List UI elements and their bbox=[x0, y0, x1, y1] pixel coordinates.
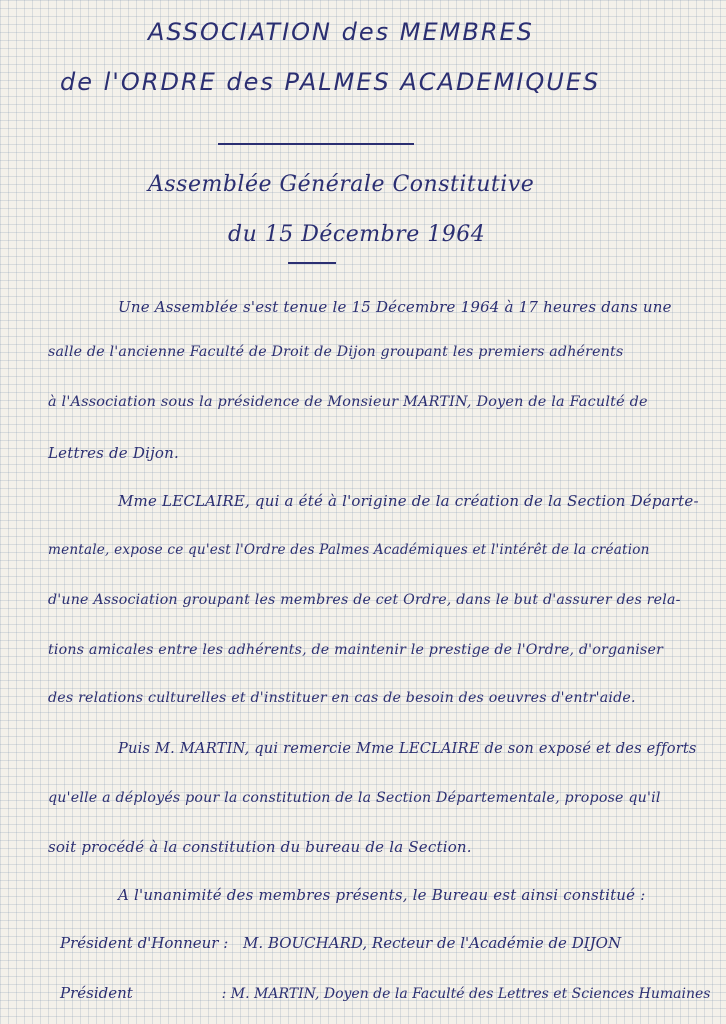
subtitle-line2: du 15 Décembre 1964 bbox=[228, 222, 486, 247]
bureau-row bbox=[60, 984, 710, 1002]
paragraph-2-line: d'une Association groupant les membres de cet Ordre, dans le but d'assurer des rela- bbox=[48, 592, 681, 608]
paragraph-1-line: salle de l'ancienne Faculté de Droit de Dijon groupant les premiers adhérents bbox=[48, 344, 624, 360]
paragraph-1-line: à l'Association sous la présidence de Monsieur MARTIN, Doyen de la Faculté de bbox=[48, 394, 648, 410]
bureau-member: M. BOUCHARD, Recteur de l'Académie de DIJON bbox=[243, 934, 622, 952]
document-title-line2: de l'ORDRE des PALMES ACADEMIQUES bbox=[60, 68, 601, 96]
paragraph-3-line: soit procédé à la constitution du bureau de la Section. bbox=[48, 838, 472, 856]
bureau-row bbox=[60, 934, 621, 952]
paragraph-4-line: A l'unanimité des membres présents, le Bureau est ainsi constitué : bbox=[118, 886, 646, 904]
subtitle-line1: Assemblée Générale Constitutive bbox=[148, 172, 535, 197]
bureau-role: Président d'Honneur : bbox=[60, 934, 229, 952]
bureau-member: : M. MARTIN, Doyen de la Faculté des Lettres et Sciences Humaines bbox=[221, 986, 711, 1002]
paragraph-3-line: qu'elle a déployés pour la constitution de la Section Départementale, propose qu'il bbox=[48, 790, 661, 806]
paragraph-1-line: Une Assemblée s'est tenue le 15 Décembre 1964 à 17 heures dans une bbox=[118, 298, 672, 316]
paragraph-1-line: Lettres de Dijon. bbox=[48, 444, 179, 462]
paragraph-3-line: Puis M. MARTIN, qui remercie Mme LECLAIRE de son exposé et des efforts bbox=[118, 740, 697, 757]
title-underline bbox=[218, 143, 414, 145]
bureau-role: Président bbox=[60, 984, 133, 1002]
paragraph-2-line: mentale, expose ce qu'est l'Ordre des Palmes Académiques et l'intérêt de la création bbox=[48, 542, 650, 558]
paragraph-2-line: Mme LECLAIRE, qui a été à l'origine de la création de la Section Départe- bbox=[118, 492, 699, 510]
paragraph-2-line: tions amicales entre les adhérents, de maintenir le prestige de l'Ordre, d'organiser bbox=[48, 642, 664, 658]
subtitle-underline bbox=[288, 262, 336, 264]
paragraph-2-line: des relations culturelles et d'instituer en cas de besoin des oeuvres d'entr'aide. bbox=[48, 690, 636, 706]
document-title-line1: ASSOCIATION des MEMBRES bbox=[148, 18, 534, 46]
